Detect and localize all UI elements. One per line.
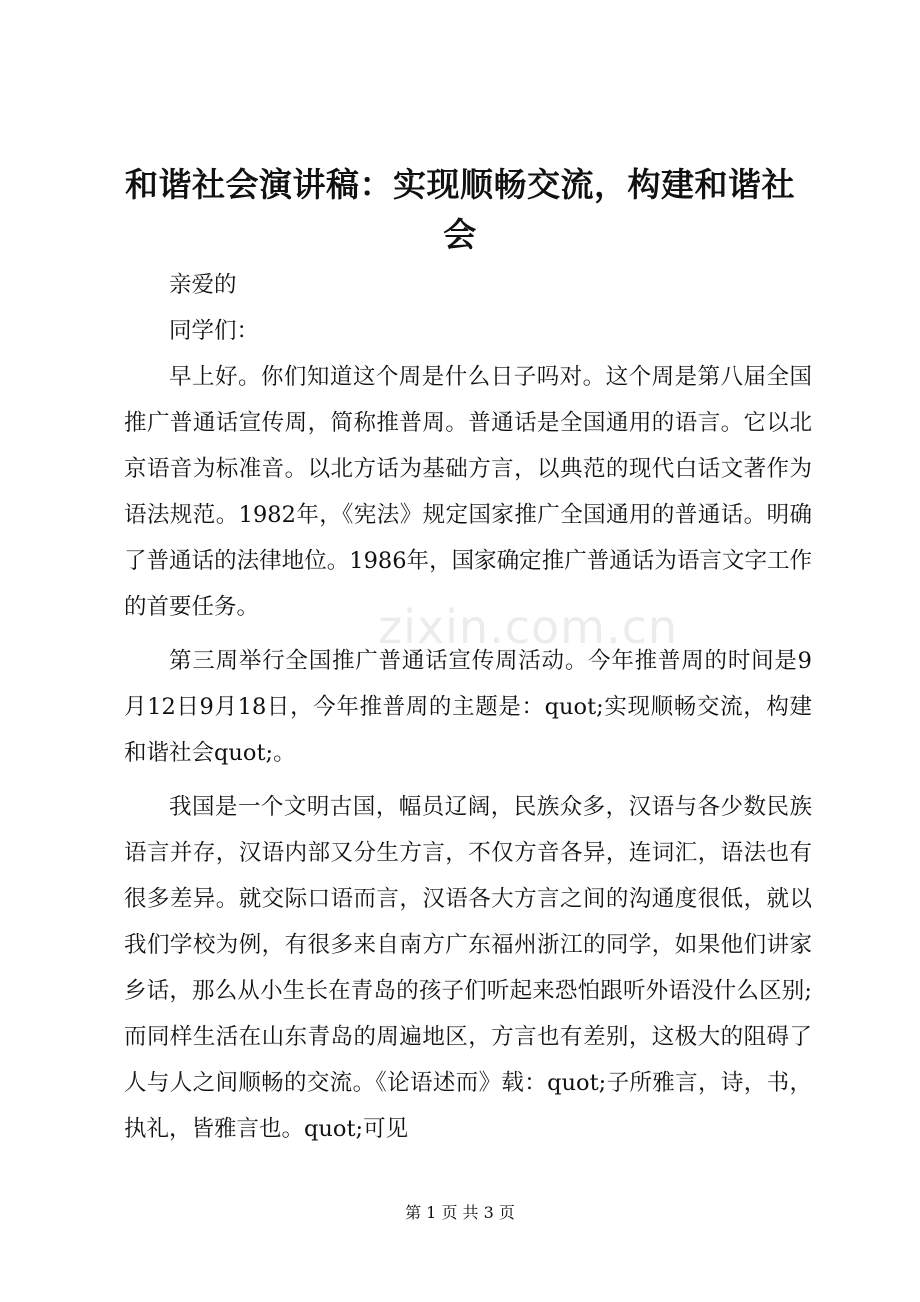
page-footer: 第 1 页 共 3 页 [405, 1203, 515, 1222]
paragraph: 我国是一个文明古国，幅员辽阔，民族众多，汉语与各少数民族语言并存，汉语内部又分生方言，不仅方音各异，连词汇，语法也有很多差异。就交际口语而言，汉语各大方言之间的沟通度很低，就以我们学校为例，有很多来自南方广东福州浙江的同学，如果他们讲家乡话，那么从小生长在青岛的孩子们听起来恐怕跟听外语没什么区别;而同样生活在山东青岛的周遍地区，方言也有差别，这极大的阻碍了人与人之间顺畅的交流。《论语述而》载：quot;子所雅言，诗，书，执礼，皆雅言也。quot;可见 [124, 794, 812, 1142]
document-title: 和谐社会演讲稿：实现顺畅交流，构建和谐社会 [125, 165, 795, 254]
paragraph: 第三周举行全国推广普通话宣传周活动。今年推普周的时间是9月12日9月18日，今年推普周的主题是：quot;实现顺畅交流，构建和谐社会quot;。 [124, 648, 812, 766]
document-body [124, 262, 812, 1152]
salutation-line-1: 亲爱的 [169, 272, 237, 298]
salutation-line-2: 同学们： [169, 318, 260, 344]
watermark: zixin.com.cn [378, 600, 679, 654]
paragraph: 早上好。你们知道这个周是什么日子吗对。这个周是第八届全国推广普通话宣传周，简称推普周。普通话是全国通用的语言。它以北京语音为标准音。以北方话为基础方言，以典范的现代白话文著作为语法规范。1982年，《宪法》规定国家推广全国通用的普通话。明确了普通话的法律地位。1986年，国家确定推广普通话为语言文字工作的首要任务。 [124, 364, 812, 620]
